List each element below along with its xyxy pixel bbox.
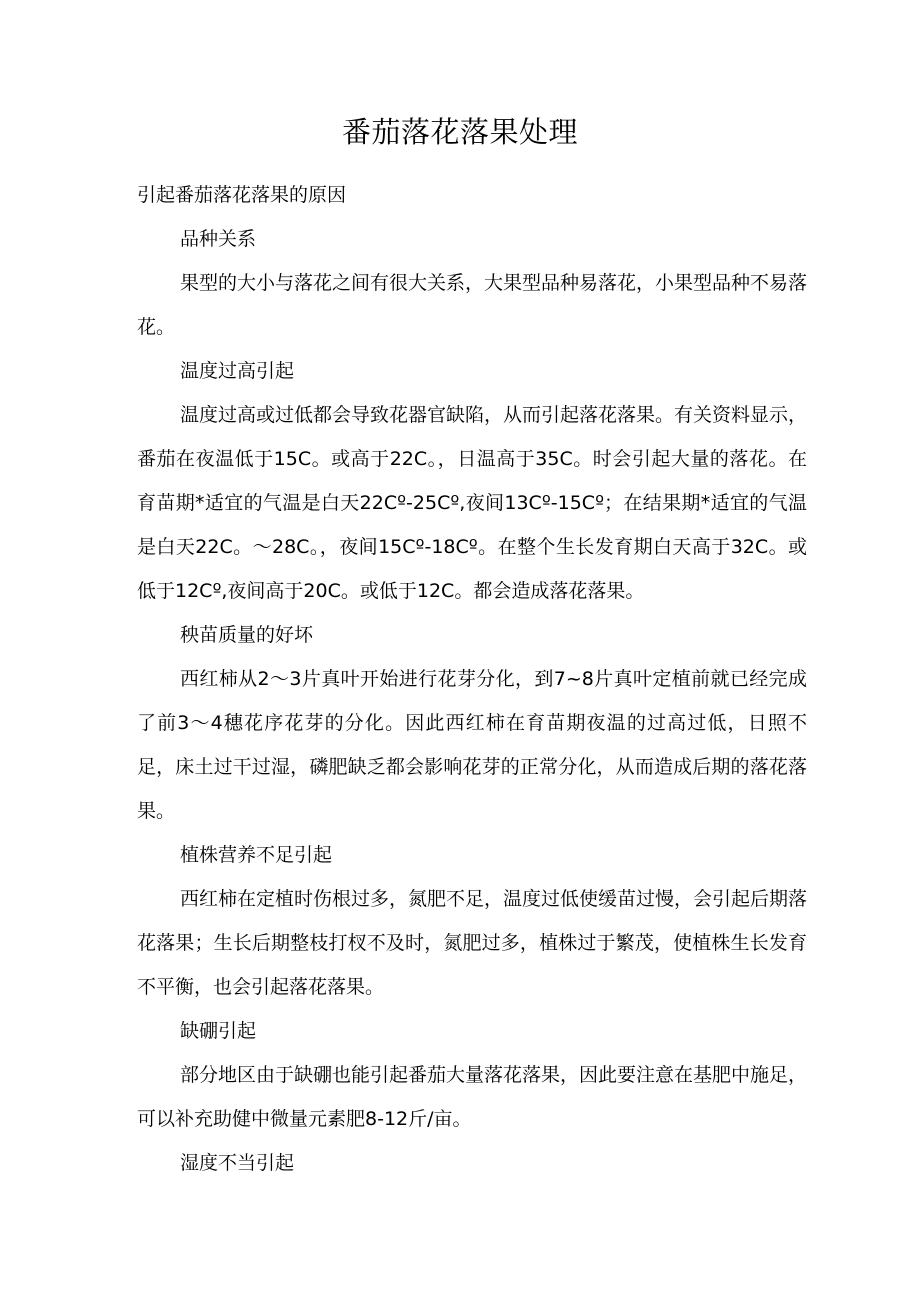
subheading-boron: 缺硼引起 — [180, 1020, 257, 1042]
subheading-temperature: 温度过高引起 — [180, 360, 295, 382]
section-heading-causes: 引起番茄落花落果的原因 — [137, 184, 347, 206]
subheading-humidity: 湿度不当引起 — [180, 1152, 295, 1174]
paragraph-boron: 部分地区由于缺硼也能引起番茄大量落花落果，因此要注意在基肥中施足，可以补充助健中微量元素肥8-12斤/亩。 — [137, 1064, 808, 1130]
document-title: 番茄落花落果处理 — [341, 115, 578, 149]
document-body — [137, 173, 807, 1185]
subheading-nutrition: 植株营养不足引起 — [180, 844, 333, 866]
paragraph-seedling-quality: 西红柿从2～3片真叶开始进行花芽分化，到7~8片真叶定植前就已经完成了前3～4穗花序花芽的分化。因此西红柿在育苗期夜温的过高过低，日照不足，床土过干过湿，磷肥缺乏都会影响花芽的正常分化，从而造成后期的落花落果。 — [137, 668, 807, 822]
subheading-variety: 品种关系 — [180, 228, 257, 250]
subheading-seedling-quality: 秧苗质量的好坏 — [180, 624, 314, 646]
paragraph-nutrition: 西红柿在定植时伤根过多，氮肥不足，温度过低使缓苗过慢，会引起后期落花落果；生长后期整枝打杈不及时，氮肥过多，植株过于繁茂，使植株生长发育不平衡，也会引起落花落果。 — [137, 888, 808, 998]
paragraph-variety: 果型的大小与落花之间有很大关系，大果型品种易落花，小果型品种不易落花。 — [137, 272, 808, 338]
paragraph-temperature: 温度过高或过低都会导致花器官缺陷，从而引起落花落果。有关资料显示，番茄在夜温低于15C。或高于22C。，日温高于35C。时会引起大量的落花。在育苗期*适宜的气温是白天22Cº-25Cº,夜间13Cº-15Cº；在结果期*适宜的气温是白天22C。〜28C。，夜间15Cº-18Cº。在整个生长发育期白天高于32C。或低于12Cº,夜间高于20C。或低于12C。都会造成落花落果。 — [137, 404, 808, 602]
